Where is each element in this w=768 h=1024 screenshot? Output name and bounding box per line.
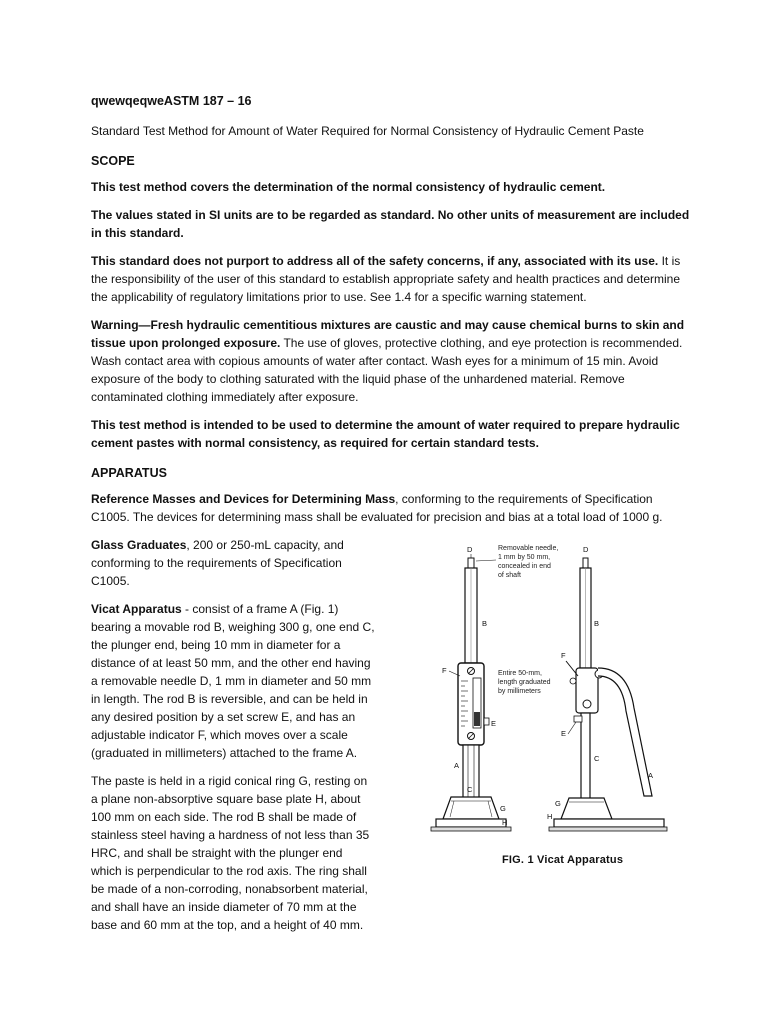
base-plate-left-shape [436,819,506,827]
apparatus-paragraph-2 [91,536,376,590]
scope-paragraph-5 [91,416,691,452]
scope-p3-bold: This standard does not purport to address all of the safety concerns, if any, associated with its use. [91,254,659,268]
apparatus-two-column [91,536,691,934]
scope-p5-text: This test method is intended to be used to determine the amount of water required to prepare hydraulic cement pastes with normal consistency, as required for certain standard tests. [91,418,680,450]
label-b-left: B [482,619,488,628]
app-p1-bold: Reference Masses and Devices for Determining Mass [91,492,396,506]
app-p1-rest: , conforming to the requirements of Specification C1005. The devices for determining mass shall be evaluated for precision and bias at a total load of 1000 g. [91,492,663,524]
document-title: qwewqeqweASTM 187 – 16 [91,94,252,108]
needle-tip-shape [468,558,474,568]
scale-note-line-3: by millimeters [498,688,541,695]
app-p3-rest: - consist of a frame A (Fig. 1) bearing a movable rod B, weighing 300 g, one end C, the plunger end, being 10 mm in diameter for a distance of at least 50 mm, and the other end having a removable needle D, 1 mm in diameter and 50 mm in length. The rod B is reversible, and can be held in any desired position by a set screw E, and has an adjustable indicator F, which moves over a scale (graduated in millimeters) attached to the frame A. [91,602,375,760]
scope-p2-text: The values stated in SI units are to be regarded as standard. No other units of measurement are included in this standard. [91,208,690,240]
label-d-right: D [583,545,589,554]
scope-p1-text: This test method covers the determination of the normal consistency of hydraulic cement. [91,180,606,194]
scope-heading: SCOPE [91,154,135,168]
label-g-left: G [500,804,506,813]
label-c-left: C [467,785,473,794]
scope-paragraph-3 [91,252,691,306]
label-c-right: C [594,754,600,763]
scale-note-line-2: length graduated [498,679,551,686]
scope-p4-bold: Warning—Fresh hydraulic cementitious mixtures are caustic and may cause chemical burns to skin and tissue upon prolonged exposure. [91,318,685,350]
scope-p4-rest: The use of gloves, protective clothing, and eye protection is recommended. Wash contact area with copious amounts of water after contact. Wash eyes for a minimum of 15 min. Avoid exposure of the body to clothing saturated with the liquid phase of the unhardened material. Remove contaminated clothing immediately after exposure. [91,336,683,404]
document-subtitle: Standard Test Method for Amount of Water Required for Normal Consistency of Hydraulic Cement Paste [91,124,644,138]
label-e-left: E [491,719,497,728]
apparatus-left-column [91,536,376,934]
app-p3-bold: Vicat Apparatus [91,602,182,616]
scale-note [498,670,551,695]
scope-paragraph-2 [91,206,691,242]
label-d-left: D [467,545,473,554]
frame-a-left-shape [463,745,479,803]
needle-note-line-2: 1 mm by 50 mm, [498,554,551,561]
needle-note-line-3: concealed in end [498,563,551,570]
conical-ring-left-shape [443,797,499,819]
label-f-left: F [442,666,447,675]
apparatus-paragraph-3 [91,600,376,762]
label-h-left: H [502,818,508,827]
label-a-right: A [648,771,654,780]
label-g-right: G [555,799,561,808]
scale-note-line-1: Entire 50-mm, [498,670,542,677]
apparatus-paragraph-1 [91,490,691,526]
label-h-right: H [547,812,553,821]
apparatus-heading: APPARATUS [91,466,167,480]
app-p2-rest: , 200 or 250-mL capacity, and conforming to the requirements of Specification C1005. [91,538,344,588]
needle-note-line-1: Removable needle, [498,545,559,552]
scope-paragraph-1 [91,178,691,196]
frame-a-right-shape [598,668,652,796]
vicat-apparatus-figure [416,536,716,876]
conical-ring-right-shape [561,798,612,819]
document-page [91,92,691,934]
figure-caption: FIG. 1 Vicat Apparatus [502,854,624,866]
scope-paragraph-4 [91,316,691,406]
app-p2-bold: Glass Graduates [91,538,187,552]
label-b-right: B [594,619,600,628]
scope-p3-rest: It is the responsibility of the user of this standard to establish appropriate safety and health practices and determine the applicability of regulatory limitations prior to use. See 1.4 for a specific warning statement. [91,254,681,304]
apparatus-paragraph-4: The paste is held in a rigid conical ring G, resting on a plane non-absorptive square base plate H, about 100 mm on each side. The rod B shall be made of stainless steel having a hardness of not less than 35 HRC, and shall be straight with the plunger end which is perpendicular to the rod axis. The ring shall be made of a non-corroding, nonabsorbent material, and shall have an inside diameter of 70 mm at the base and 60 mm at the top, and a height of 40 mm. [91,774,370,932]
base-plate-right-shape [554,819,664,827]
needle-note [498,545,558,579]
label-f-right: F [561,651,566,660]
vicat-apparatus-drawing [416,536,716,856]
label-a-left: A [454,761,460,770]
needle-note-line-4: of shaft [498,572,521,579]
label-e-right: E [561,729,567,738]
